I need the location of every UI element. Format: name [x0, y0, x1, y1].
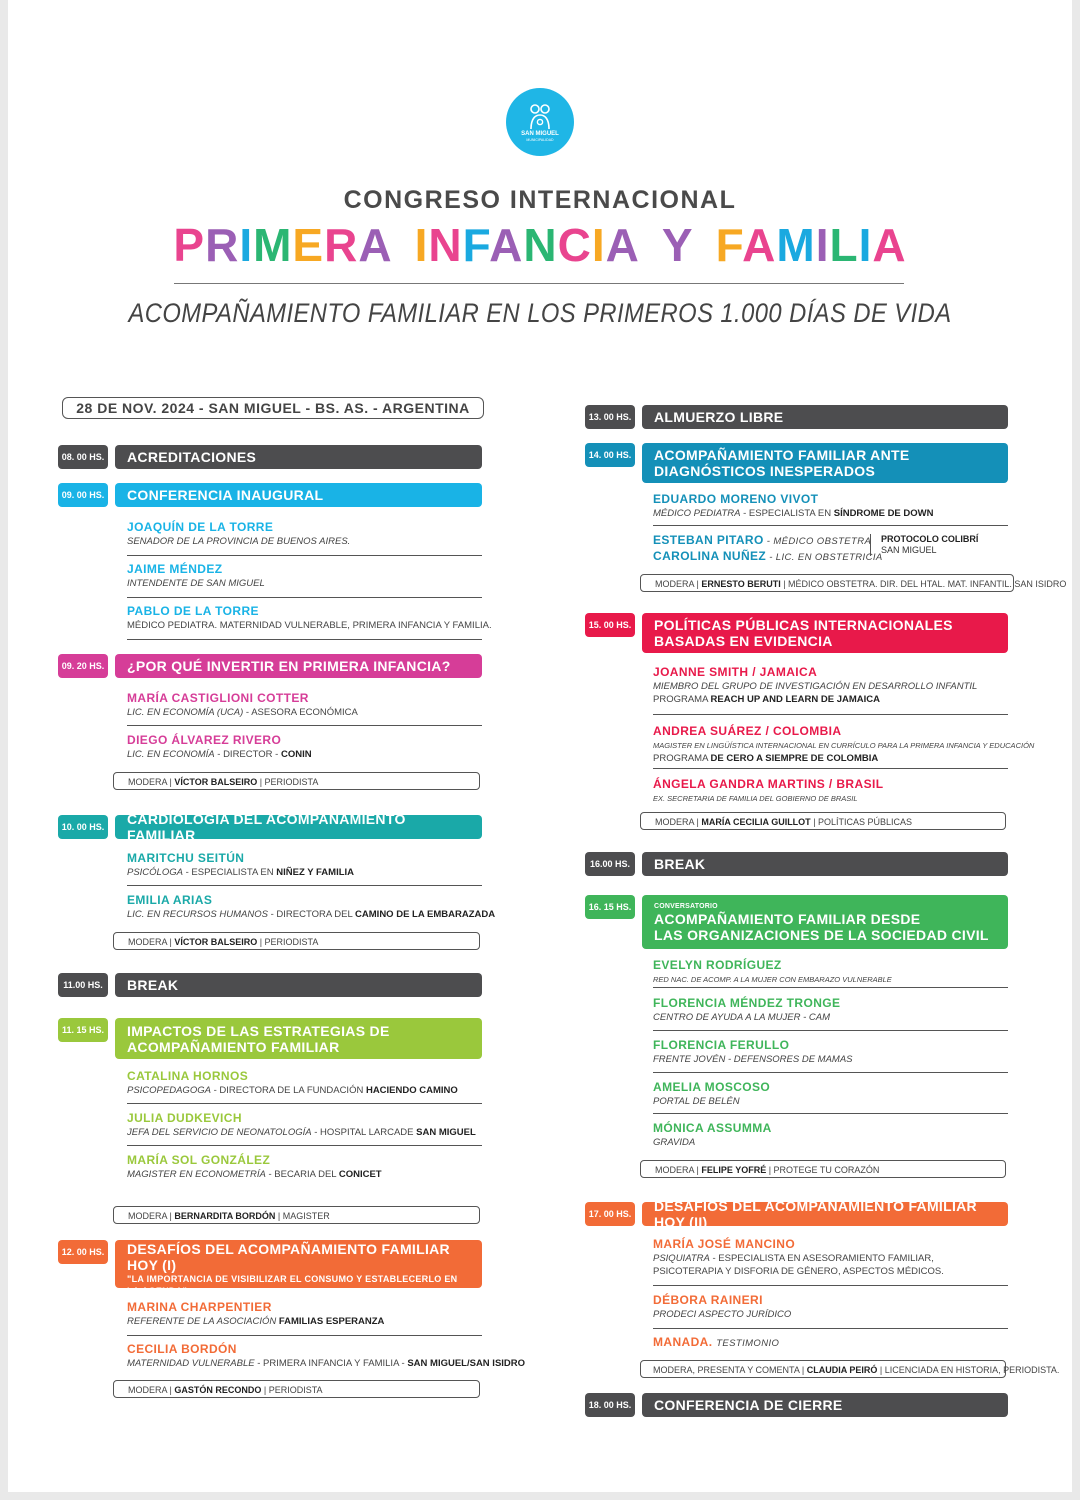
speaker: AMELIA MOSCOSO PORTAL DE BELÉN	[653, 1080, 771, 1107]
speaker: PABLO DE LA TORRE MÉDICO PEDIATRA. MATERNIDAD VULNERABLE, PRIMERA INFANCIA Y FAMILIA.	[127, 604, 492, 631]
speaker: DÉBORA RAINERI PRODECI ASPECTO JURÍDICO	[653, 1293, 792, 1320]
time-badge: 14. 00 HS.	[585, 443, 635, 467]
divider	[653, 1328, 1008, 1329]
moderator-box: MODERA | FELIPE YOFRÉ | PROTEGE TU CORAZÓN	[640, 1160, 1006, 1178]
title-word: INFANCIA	[414, 219, 640, 271]
speaker: MARÍA JOSÉ MANCINO PSIQUIATRA - ESPECIALISTA EN ASESORAMIENTO FAMILIAR, PSICOTERAPIA Y DISFORIA DE GÉNERO, ASPECTOS MÉDICOS.	[653, 1237, 944, 1277]
divider	[653, 1113, 1008, 1114]
session-title: ALMUERZO LIBRE	[642, 405, 1008, 429]
speaker: ESTEBAN PITARO - MÉDICO OBSTETRA CAROLINA NUÑEZ - LIC. EN OBSTETRICIA	[653, 533, 883, 563]
main-title	[0, 218, 1080, 272]
speaker: MARINA CHARPENTIER REFERENTE DE LA ASOCIACIÓN FAMILIAS ESPERANZA	[127, 1300, 385, 1327]
speaker: JAIME MÉNDEZ INTENDENTE DE SAN MIGUEL	[127, 562, 265, 589]
time-badge: 11. 15 HS.	[58, 1018, 108, 1042]
speaker: JOAQUÍN DE LA TORRE SENADOR DE LA PROVINCIA DE BUENOS AIRES.	[127, 520, 351, 547]
session-title: CARDIOLOGÍA DEL ACOMPAÑAMIENTO FAMILIAR	[115, 815, 482, 839]
time-badge: 18. 00 HS.	[585, 1393, 635, 1417]
time-badge: 11.00 HS.	[58, 973, 108, 997]
speaker: CECILIA BORDÓN MATERNIDAD VULNERABLE - PRIMERA INFANCIA Y FAMILIA - SAN MIGUEL/SAN ISIDRO	[127, 1342, 526, 1369]
session-title: CONVERSATORIO ACOMPAÑAMIENTO FAMILIAR DESDE LAS ORGANIZACIONES DE LA SOCIEDAD CIVIL	[642, 895, 1008, 949]
time-badge: 16.00 HS.	[585, 852, 635, 876]
speaker: FLORENCIA FERULLO FRENTE JOVÉN - DEFENSORES DE MAMAS	[653, 1038, 853, 1065]
session-title: ACREDITACIONES	[115, 445, 482, 469]
municipality-logo	[506, 88, 574, 156]
speaker: EDUARDO MORENO VIVOT MÉDICO PEDIATRA - ESPECIALISTA EN SÍNDROME DE DOWN	[653, 492, 934, 519]
divider	[127, 725, 482, 726]
session-title: POLÍTICAS PÚBLICAS INTERNACIONALES BASADAS EN EVIDENCIA	[642, 613, 1008, 653]
moderator-box: MODERA | GASTÓN RECONDO | PERIODISTA	[113, 1380, 480, 1398]
time-badge: 16. 15 HS.	[585, 895, 635, 919]
speaker: CATALINA HORNOS PSICOPEDAGOGA - DIRECTORA DE LA FUNDACIÓN HACIENDO CAMINO	[127, 1069, 458, 1096]
speaker: MARÍA SOL GONZÁLEZ MAGISTER EN ECONOMETRÍA - BECARIA DEL CONICET	[127, 1153, 382, 1180]
title-divider	[174, 283, 904, 284]
speaker: JOANNE SMITH / JAMAICA MIEMBRO DEL GRUPO DE INVESTIGACIÓN EN DESARROLLO INFANTIL PROGRAMA REACH UP AND LEARN DE JAMAICA	[653, 665, 978, 705]
moderator-box: MODERA | MARÍA CECILIA GUILLOT | POLÍTICAS PÚBLICAS	[640, 812, 1006, 830]
protocol-note: PROTOCOLO COLIBRÍ SAN MIGUEL	[870, 534, 978, 556]
speaker: EVELYN RODRÍGUEZ RED NAC. DE ACOMP. A LA MUJER CON EMBARAZO VULNERABLE	[653, 958, 892, 984]
title-word: Y	[661, 219, 694, 271]
speaker: EMILIA ARIAS LIC. EN RECURSOS HUMANOS - DIRECTORA DEL CAMINO DE LA EMBARAZADA	[127, 893, 496, 920]
time-badge: 17. 00 HS.	[585, 1202, 635, 1226]
speaker: MÓNICA ASSUMMA GRAVIDA	[653, 1121, 772, 1148]
divider	[653, 1285, 1008, 1286]
date-location-banner: 28 DE NOV. 2024 - SAN MIGUEL - BS. AS. - ARGENTINA	[62, 397, 484, 419]
speaker: ÁNGELA GANDRA MARTINS / BRASIL EX. SECRETARIA DE FAMILIA DEL GOBIERNO DE BRASIL	[653, 777, 884, 803]
moderator-box: MODERA, PRESENTA Y COMENTA | CLAUDIA PEIRÓ | LICENCIADA EN HISTORIA, PERIODISTA.	[640, 1360, 1006, 1378]
time-badge: 12. 00 HS.	[58, 1240, 108, 1264]
session-title: ¿POR QUÉ INVERTIR EN PRIMERA INFANCIA?	[115, 654, 482, 678]
divider	[127, 555, 482, 556]
divider	[127, 639, 482, 640]
time-badge: 09. 20 HS.	[58, 654, 108, 678]
divider	[653, 1030, 1008, 1031]
divider	[653, 525, 1008, 526]
time-badge: 09. 00 HS.	[58, 483, 108, 507]
time-badge: 13. 00 HS.	[585, 405, 635, 429]
family-icon	[523, 101, 557, 131]
divider	[653, 768, 1008, 769]
session-title: CONFERENCIA INAUGURAL	[115, 483, 482, 507]
session-title: ACOMPAÑAMIENTO FAMILIAR ANTE DIAGNÓSTICOS INESPERADOS	[642, 443, 1008, 483]
logo-text: SAN MIGUEL	[521, 131, 559, 137]
time-badge: 15. 00 HS.	[585, 613, 635, 637]
moderator-box: MODERA | BERNARDITA BORDÓN | MAGISTER	[113, 1206, 480, 1224]
time-badge: 10. 00 HS.	[58, 815, 108, 839]
divider	[127, 1335, 482, 1336]
speaker: MARÍA CASTIGLIONI COTTER LIC. EN ECONOMÍA (UCA) - ASESORA ECONÓMICA	[127, 691, 358, 718]
title-word: FAMILIA	[715, 219, 907, 271]
congress-heading: CONGRESO INTERNACIONAL	[343, 186, 737, 214]
divider	[127, 885, 482, 886]
moderator-box: MODERA | VÍCTOR BALSEIRO | PERIODISTA	[113, 772, 480, 790]
session-title: BREAK	[642, 852, 1008, 876]
logo-subtext: MUNICIPALIDAD	[526, 138, 554, 142]
divider	[127, 1145, 482, 1146]
divider	[127, 1103, 482, 1104]
time-badge: 08. 00 HS.	[58, 445, 108, 469]
divider	[127, 597, 482, 598]
speaker: MANADA. TESTIMONIO	[653, 1335, 780, 1349]
session-title: CONVERSATORIO DESAFÍOS DEL ACOMPAÑAMIENTO FAMILIAR HOY (I) "LA IMPORTANCIA DE VISIBILIZAR EL CONSUMO Y ESTABLECERLO EN LA AGENDA"	[115, 1240, 482, 1288]
speaker: JULIA DUDKEVICH JEFA DEL SERVICIO DE NEONATOLOGÍA - HOSPITAL LARCADE SAN MIGUEL	[127, 1111, 476, 1138]
subtitle: ACOMPAÑAMIENTO FAMILIAR EN LOS PRIMEROS 1.000 DÍAS DE VIDA	[128, 298, 952, 328]
session-title: DESAFÍOS DEL ACOMPAÑAMIENTO FAMILIAR HOY (II)	[642, 1202, 1008, 1226]
speaker: ANDREA SUÁREZ / COLOMBIA MAGISTER EN LINGÜÍSTICA INTERNACIONAL EN CURRÍCULO PARA LA PRIMERA INFANCIA Y EDUCACIÓN PROGRAMA DE CERO A SIEMPRE DE COLOMBIA	[653, 724, 1035, 764]
divider	[653, 1072, 1008, 1073]
divider	[653, 987, 1008, 988]
session-title: IMPACTOS DE LAS ESTRATEGIAS DE ACOMPAÑAMIENTO FAMILIAR	[115, 1018, 482, 1059]
speaker: MARITCHU SEITÚN PSICÓLOGA - ESPECIALISTA EN NIÑEZ Y FAMILIA	[127, 851, 355, 878]
divider	[653, 714, 1008, 715]
session-title: CONFERENCIA DE CIERRE	[642, 1393, 1008, 1417]
speaker: DIEGO ÁLVAREZ RIVERO LIC. EN ECONOMÍA - DIRECTOR - CONIN	[127, 733, 312, 760]
moderator-box: MODERA | ERNESTO BERUTI | MÉDICO OBSTETRA. DIR. DEL HTAL. MAT. INFANTIL. SAN ISIDRO	[640, 574, 1014, 592]
session-title: BREAK	[115, 973, 482, 997]
moderator-box: MODERA | VÍCTOR BALSEIRO | PERIODISTA	[113, 932, 480, 950]
speaker: FLORENCIA MÉNDEZ TRONGE CENTRO DE AYUDA A LA MUJER - CAM	[653, 996, 841, 1023]
title-word: PRIMERA	[173, 219, 393, 271]
